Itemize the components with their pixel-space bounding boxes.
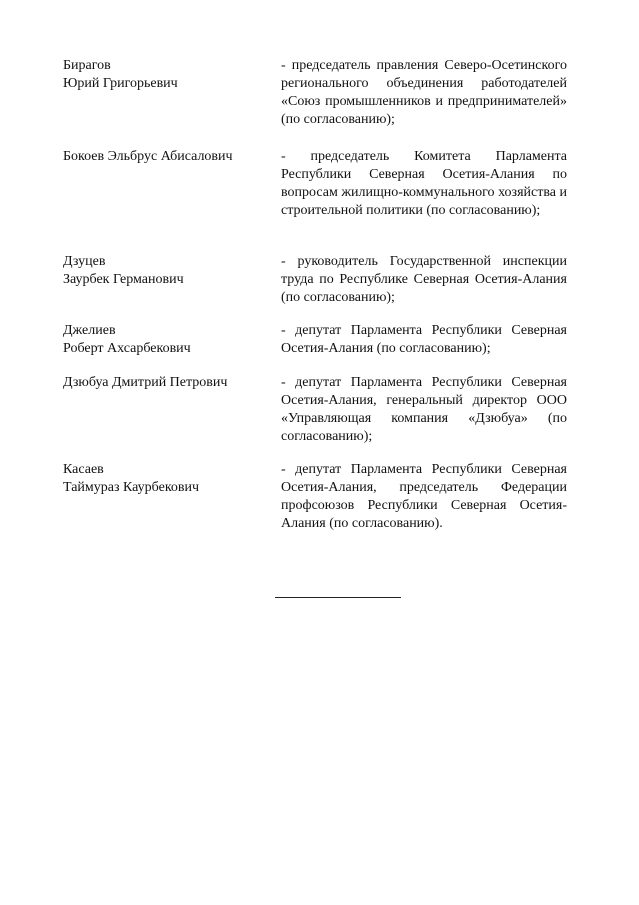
member-name: Касаев Таймураз Каурбекович	[63, 462, 200, 495]
member-name: Бокоев Эльбрус Абисалович	[63, 149, 233, 164]
member-name: Джелиев Роберт Ахсарбекович	[63, 323, 191, 356]
member-role: - депутат Парламента Республики Северная Осетия-Алания, генеральный директор ООО «Управляющая компания «Дзюбуа» (по согласованию);	[281, 375, 567, 444]
member-role: - депутат Парламента Республики Северная Осетия-Алания (по согласованию);	[281, 323, 567, 356]
member-name: Бирагов Юрий Григорьевич	[63, 58, 178, 91]
end-divider-line	[275, 597, 401, 598]
member-role: - руководитель Государственной инспекции труда по Республике Северная Осетия-Алания (по согласованию);	[281, 254, 567, 305]
member-role: - председатель Комитета Парламента Республики Северная Осетия-Алания по вопросам жилищно-коммунального хозяйства и строительной политики (по согласованию);	[281, 149, 567, 218]
member-role: - депутат Парламента Республики Северная Осетия-Алания, председатель Федерации профсоюзов Республики Северная Осетия-Алания (по согласованию).	[281, 462, 567, 531]
member-role: - председатель правления Северо-Осетинского регионального объединения работодателей «Союз промышленников и предпринимателей» (по согласованию);	[281, 58, 567, 127]
member-name: Дзуцев Заурбек Германович	[63, 254, 184, 287]
member-name: Дзюбуа Дмитрий Петрович	[63, 375, 228, 390]
